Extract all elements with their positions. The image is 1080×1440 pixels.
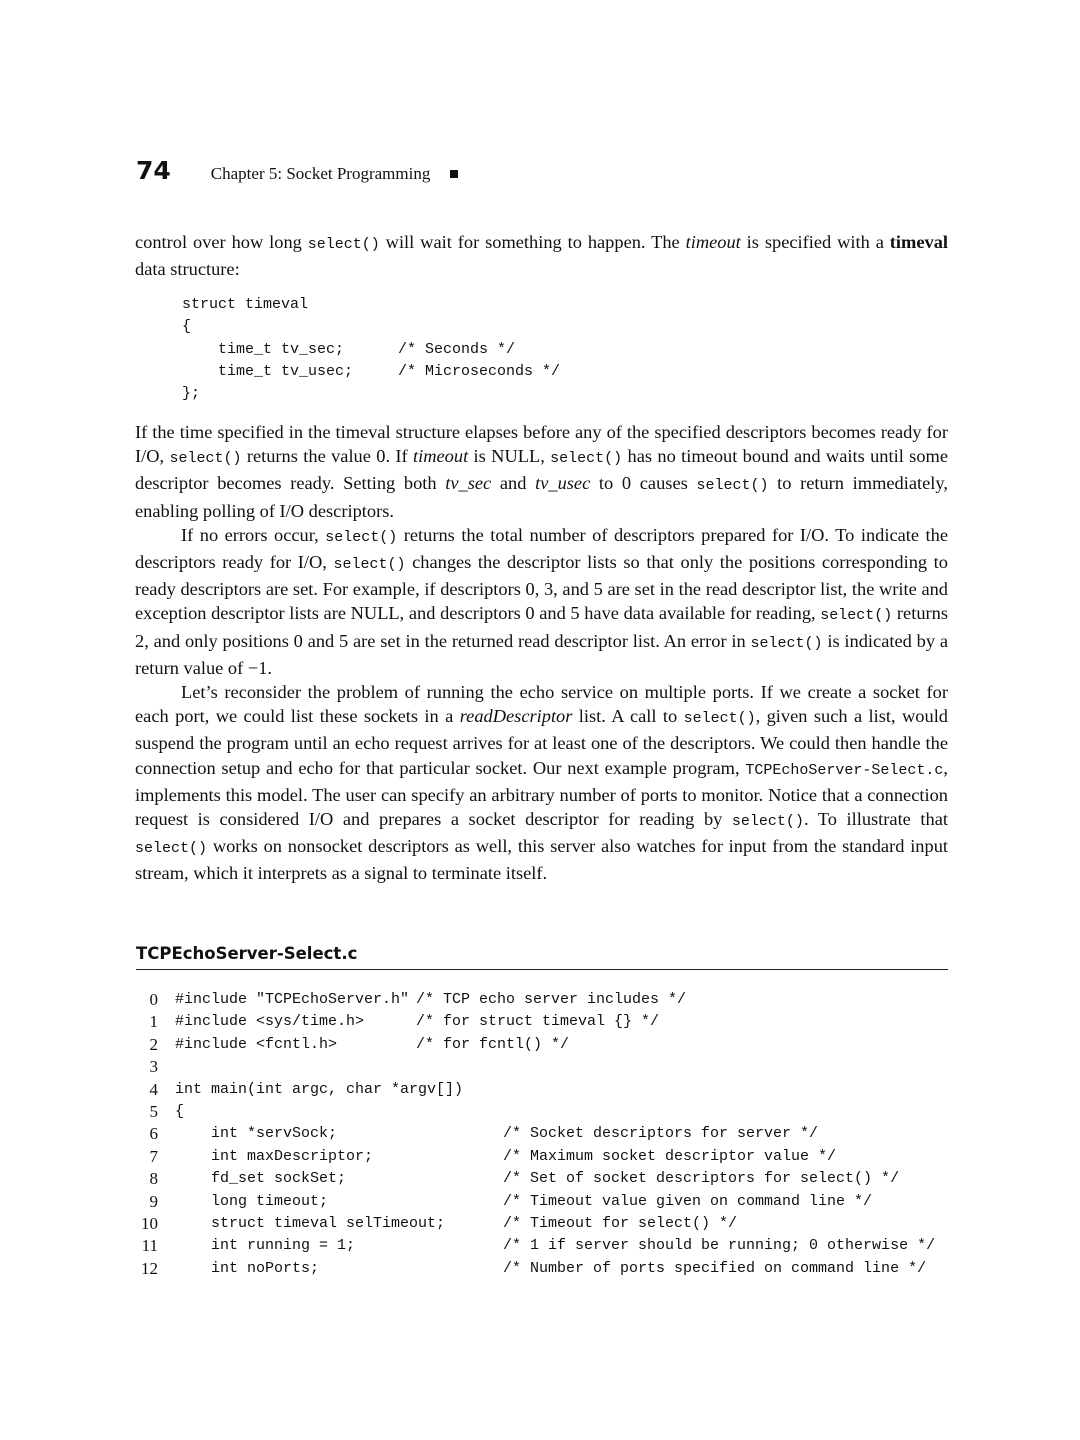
code-line	[136, 989, 687, 1011]
code-line	[136, 1191, 873, 1213]
text-span: control over how long	[135, 232, 308, 252]
inline-code: select()	[325, 528, 398, 546]
page-header	[136, 156, 458, 185]
text-span: returns the total number of descriptors prepared for I/O. To indicate the descriptors ready for I/O,	[135, 524, 949, 573]
code-line	[136, 1056, 158, 1078]
code-text: #include <sys/time.h>	[175, 1013, 365, 1031]
code-comment: /* for fcntl() */	[416, 1035, 570, 1053]
code-comment: /* Maximum socket descriptor value */	[503, 1147, 837, 1165]
line-number: 8	[149, 1169, 158, 1189]
code-comment: /* TCP echo server includes */	[416, 991, 687, 1008]
return-value-paragraph	[135, 523, 948, 680]
code-text: struct timeval selTimeout;	[175, 1214, 446, 1232]
text-span: If the time specified in the timeval structure elapses before any of the specified descriptors becomes ready for I/O,	[135, 422, 948, 467]
inline-code: select()	[731, 813, 804, 831]
inline-code: select()	[550, 450, 623, 468]
text-span: is specified with a	[740, 232, 890, 252]
italic-term: tv_sec	[445, 473, 492, 494]
line-number: 9	[149, 1191, 158, 1211]
code-comment: /* Socket descriptors for server */	[503, 1125, 819, 1143]
inline-code: select()	[333, 556, 406, 574]
code-line	[136, 1011, 660, 1033]
text-span: . To illustrate that	[803, 809, 948, 830]
code-text: int maxDescriptor;	[175, 1147, 374, 1165]
bold-term: timeval	[889, 232, 948, 252]
line-number: 0	[149, 990, 158, 1009]
code-text: int *servSock;	[175, 1125, 338, 1143]
echo-service-paragraph	[135, 680, 948, 886]
text-span: to 0 causes	[590, 473, 697, 494]
code-text: fd_set sockSet;	[175, 1170, 347, 1188]
line-number: 2	[149, 1034, 158, 1054]
text-span: , given such a list, would suspend the program until an echo request arrives for at least one of the descriptors. We could then handle the connection setup and echo for that particular socket. Our next example program,	[135, 706, 948, 778]
italic-term: tv_usec	[535, 473, 591, 494]
code-line	[136, 1034, 570, 1056]
text-span: returns the value 0. If	[241, 446, 414, 467]
text-span: returns 2, and only positions 0 and 5 are set in the returned read descriptor list. An error in	[135, 603, 948, 651]
text-span: , implements this model. The user can specify an arbitrary number of ports to monitor. Notice that a connection request is considered I/O and prepares a socket descriptor for reading by	[135, 757, 948, 830]
code-text: #include <fcntl.h>	[175, 1035, 338, 1053]
text-span: works on nonsocket descriptors as well, this server also watches for input from the standard input stream, which it interprets as a signal to terminate itself.	[135, 836, 948, 884]
running-head: Chapter 5: Socket Programming	[210, 164, 431, 183]
code-comment: /* Timeout value given on command line */	[503, 1192, 873, 1210]
code-text: long timeout;	[175, 1192, 329, 1210]
page-number: 74	[136, 156, 171, 185]
code-comment: /* 1 if server should be running; 0 otherwise */	[503, 1237, 936, 1255]
code-comment: /* Timeout for select() */	[503, 1214, 738, 1232]
code-comment: /* for struct timeval {} */	[416, 1013, 660, 1031]
text-span: is indicated by a return value of −1.	[135, 630, 948, 678]
listing-divider	[136, 969, 948, 970]
code-text: int noPorts;	[175, 1259, 320, 1277]
line-number: 12	[141, 1258, 158, 1278]
code-text: int main(int argc, char *argv[])	[175, 1080, 464, 1098]
inline-code: select()	[169, 450, 242, 468]
code-line	[136, 1258, 927, 1280]
code-text: {	[175, 1102, 185, 1120]
code-text: #include "TCPEchoServer.h"	[175, 991, 410, 1008]
line-number: 3	[149, 1057, 158, 1077]
inline-code: select()	[307, 236, 380, 253]
code-comment: /* Number of ports specified on command line */	[503, 1259, 927, 1277]
text-span: changes the descriptor lists so that only the positions corresponding to ready descriptors are set. For example, if descriptors 0, 3, and 5 are set in the read descriptor list, the write and exception descriptor lists are NULL, and descriptors 0 and 5 have data available for reading,	[135, 552, 948, 624]
inline-code: select()	[820, 607, 893, 625]
italic-term: timeout	[685, 232, 741, 252]
inline-code: TCPEchoServer-Select.c	[745, 761, 944, 779]
italic-term: timeout	[413, 446, 469, 467]
body-paragraphs	[135, 420, 948, 886]
text-span: will wait for something to happen. The	[379, 232, 686, 252]
inline-code: select()	[135, 840, 208, 858]
square-bullet-icon	[450, 170, 458, 178]
text-span: to return immediately, enabling polling of I/O descriptors.	[135, 473, 948, 521]
code-text: int running = 1;	[175, 1237, 356, 1255]
italic-term: readDescriptor	[459, 706, 573, 727]
line-number: 1	[149, 1012, 158, 1032]
line-number: 7	[149, 1146, 158, 1166]
inline-code: select()	[683, 710, 756, 728]
struct-timeval-code: struct timeval { time_t tv_sec; /* Seconds */ time_t tv_usec; /* Microseconds */ };	[182, 296, 561, 403]
line-number: 4	[149, 1079, 158, 1099]
text-span: list. A call to	[572, 706, 684, 727]
inline-code: select()	[696, 477, 769, 495]
text-span: Let’s reconsider the problem of running the echo service on multiple ports. If we create a socket for each port, we could list these sockets in a	[135, 682, 948, 727]
text-span: data structure:	[135, 259, 240, 280]
code-line	[136, 1213, 738, 1235]
inline-code: select()	[750, 634, 823, 652]
code-line	[136, 1168, 900, 1190]
code-listing	[136, 989, 936, 1280]
text-span: is NULL,	[468, 446, 551, 467]
text-span: If no errors occur,	[181, 524, 326, 545]
listing-title: TCPEchoServer-Select.c	[136, 944, 358, 963]
line-number: 6	[149, 1124, 158, 1144]
code-line	[136, 1123, 819, 1145]
code-comment: /* Set of socket descriptors for select() */	[503, 1170, 900, 1188]
text-span: has no timeout bound and waits until some descriptor becomes ready. Setting both	[135, 446, 948, 494]
intro-paragraph	[135, 230, 948, 281]
line-number: 11	[141, 1236, 158, 1256]
code-line	[136, 1235, 936, 1257]
line-number: 5	[149, 1101, 158, 1121]
timeout-paragraph	[135, 420, 948, 523]
line-number: 10	[141, 1213, 158, 1233]
code-line	[136, 1101, 185, 1123]
text-span: and	[491, 473, 536, 494]
code-line	[136, 1146, 837, 1168]
code-line	[136, 1079, 464, 1101]
